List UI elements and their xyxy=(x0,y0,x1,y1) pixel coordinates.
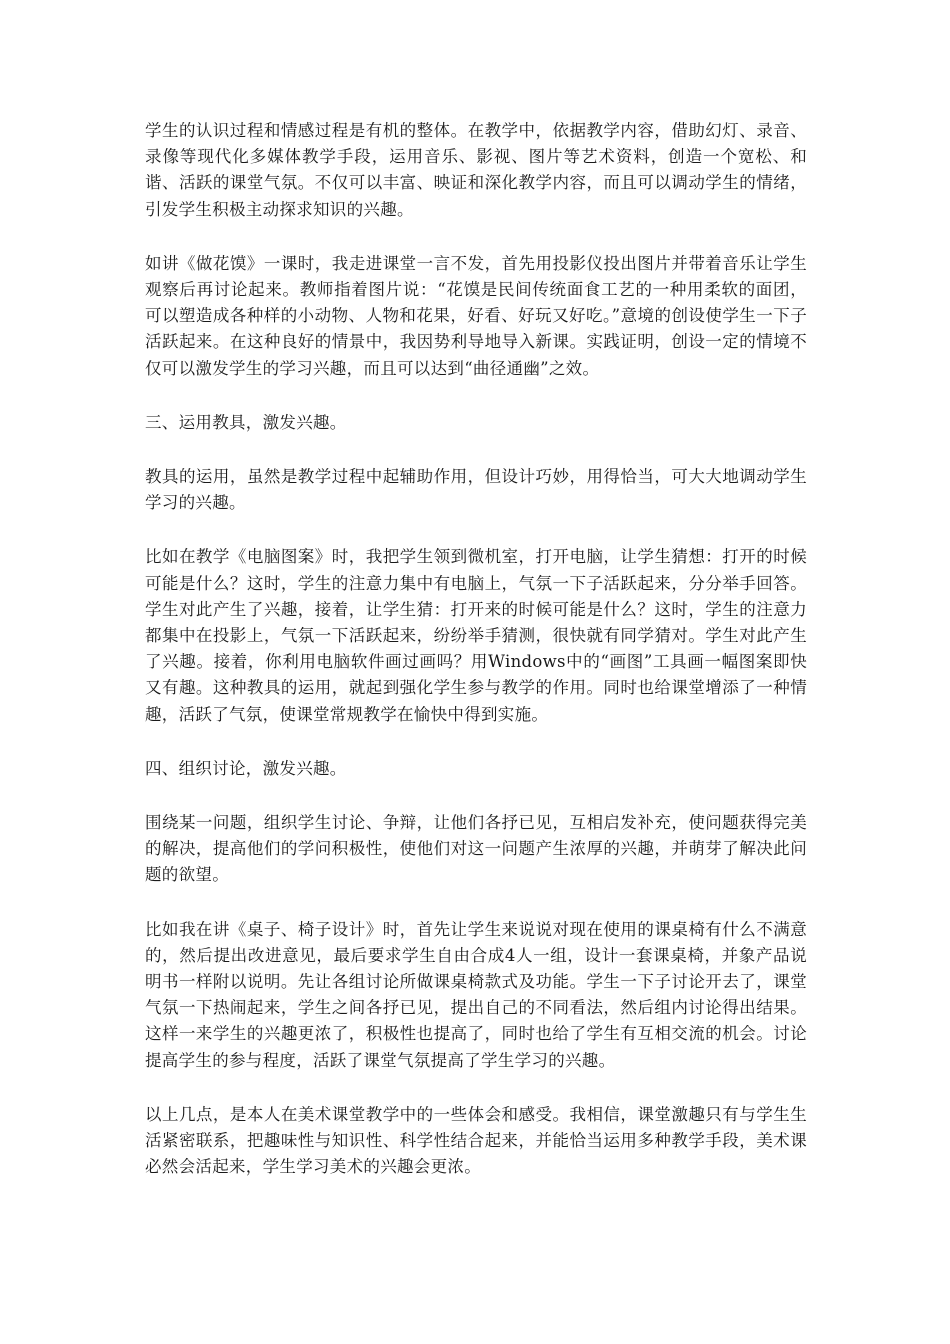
paragraph-desk-example: 比如我在讲《桌子、椅子设计》时，首先让学生来说说对现在使用的课桌椅有什么不满意的，然后提出改进意见，最后要求学生自由合成4人一组，设计一套课桌椅，并象产品说明书一样附以说明。先让各组讨论所做课桌椅款式及功能。学生一下子讨论开去了，课堂气氛一下热闹起来，学生之间各抒已见，提出自己的不同看法，然后组内讨论得出结果。这样一来学生的兴趣更浓了，积极性也提高了，同时也给了学生有互相交流的机会。讨论提高学生的参与程度，活跃了课堂气氛提高了学生学习的兴趣。 xyxy=(145,919,807,1070)
paragraph-conclusion: 以上几点，是本人在美术课堂教学中的一些体会和感受。我相信，课堂激趣只有与学生生活紧密联系，把趣味性与知识性、科学性结合起来，并能恰当运用多种教学手段，美术课必然会活起来，学生学习美术的兴趣会更浓。 xyxy=(145,1104,807,1177)
paragraph-computer-example: 比如在教学《电脑图案》时，我把学生领到微机室，打开电脑，让学生猜想：打开的时候可能是什么？这时，学生的注意力集中有电脑上，气氛一下子活跃起来，分分举手回答。学生对此产生了兴趣，接着，让学生猜：打开来的时候可能是什么？这时，学生的注意力都集中在投影上，气氛一下活跃起来，纷纷举手猜测，很快就有同学猜对。学生对此产生了兴趣。接着，你利用电脑软件画过画吗？用Windows中的“画图”工具画一幅图案即快又有趣。这种教具的运用，就起到强化学生参与教学的作用。同时也给课堂增添了一种情趣，活跃了气氛，使课堂常规教学在愉快中得到实施。 xyxy=(145,547,807,724)
document-page xyxy=(145,118,807,1209)
section-heading-4: 四、组织讨论，激发兴趣。 xyxy=(145,758,347,778)
paragraph-teaching-aids: 教具的运用，虽然是教学过程中起辅助作用，但设计巧妙，用得恰当，可大大地调动学生学习的兴趣。 xyxy=(145,467,807,513)
paragraph-discussion: 围绕某一问题，组织学生讨论、争辩，让他们各抒已见，互相启发补充，使问题获得完美的解决，提高他们的学问积极性，使他们对这一问题产生浓厚的兴趣，并萌芽了解决此问题的欲望。 xyxy=(145,813,807,885)
section-heading-3: 三、运用教具，激发兴趣。 xyxy=(145,412,347,432)
paragraph-huamo-example: 如讲《做花馍》一课时，我走进课堂一言不发，首先用投影仪投出图片并带着音乐让学生观察后再讨论起来。教师指着图片说：“花馍是民间传统面食工艺的一种用柔软的面团，可以塑造成各种样的小动物、人物和花果，好看、好玩又好吃。”意境的创设使学生一下子活跃起来。在这种良好的情景中，我因势利导地导入新课。实践证明，创设一定的情境不仅可以激发学生的学习兴趣，而且可以达到“曲径通幽”之效。 xyxy=(145,253,807,378)
paragraph-intro-1: 学生的认识过程和情感过程是有机的整体。在教学中，依据教学内容，借助幻灯、录音、录像等现代化多媒体教学手段，运用音乐、影视、图片等艺术资料，创造一个宽松、和谐、活跃的课堂气氛。不仅可以丰富、映证和深化教学内容，而且可以调动学生的情绪，引发学生积极主动探求知识的兴趣。 xyxy=(145,121,807,219)
